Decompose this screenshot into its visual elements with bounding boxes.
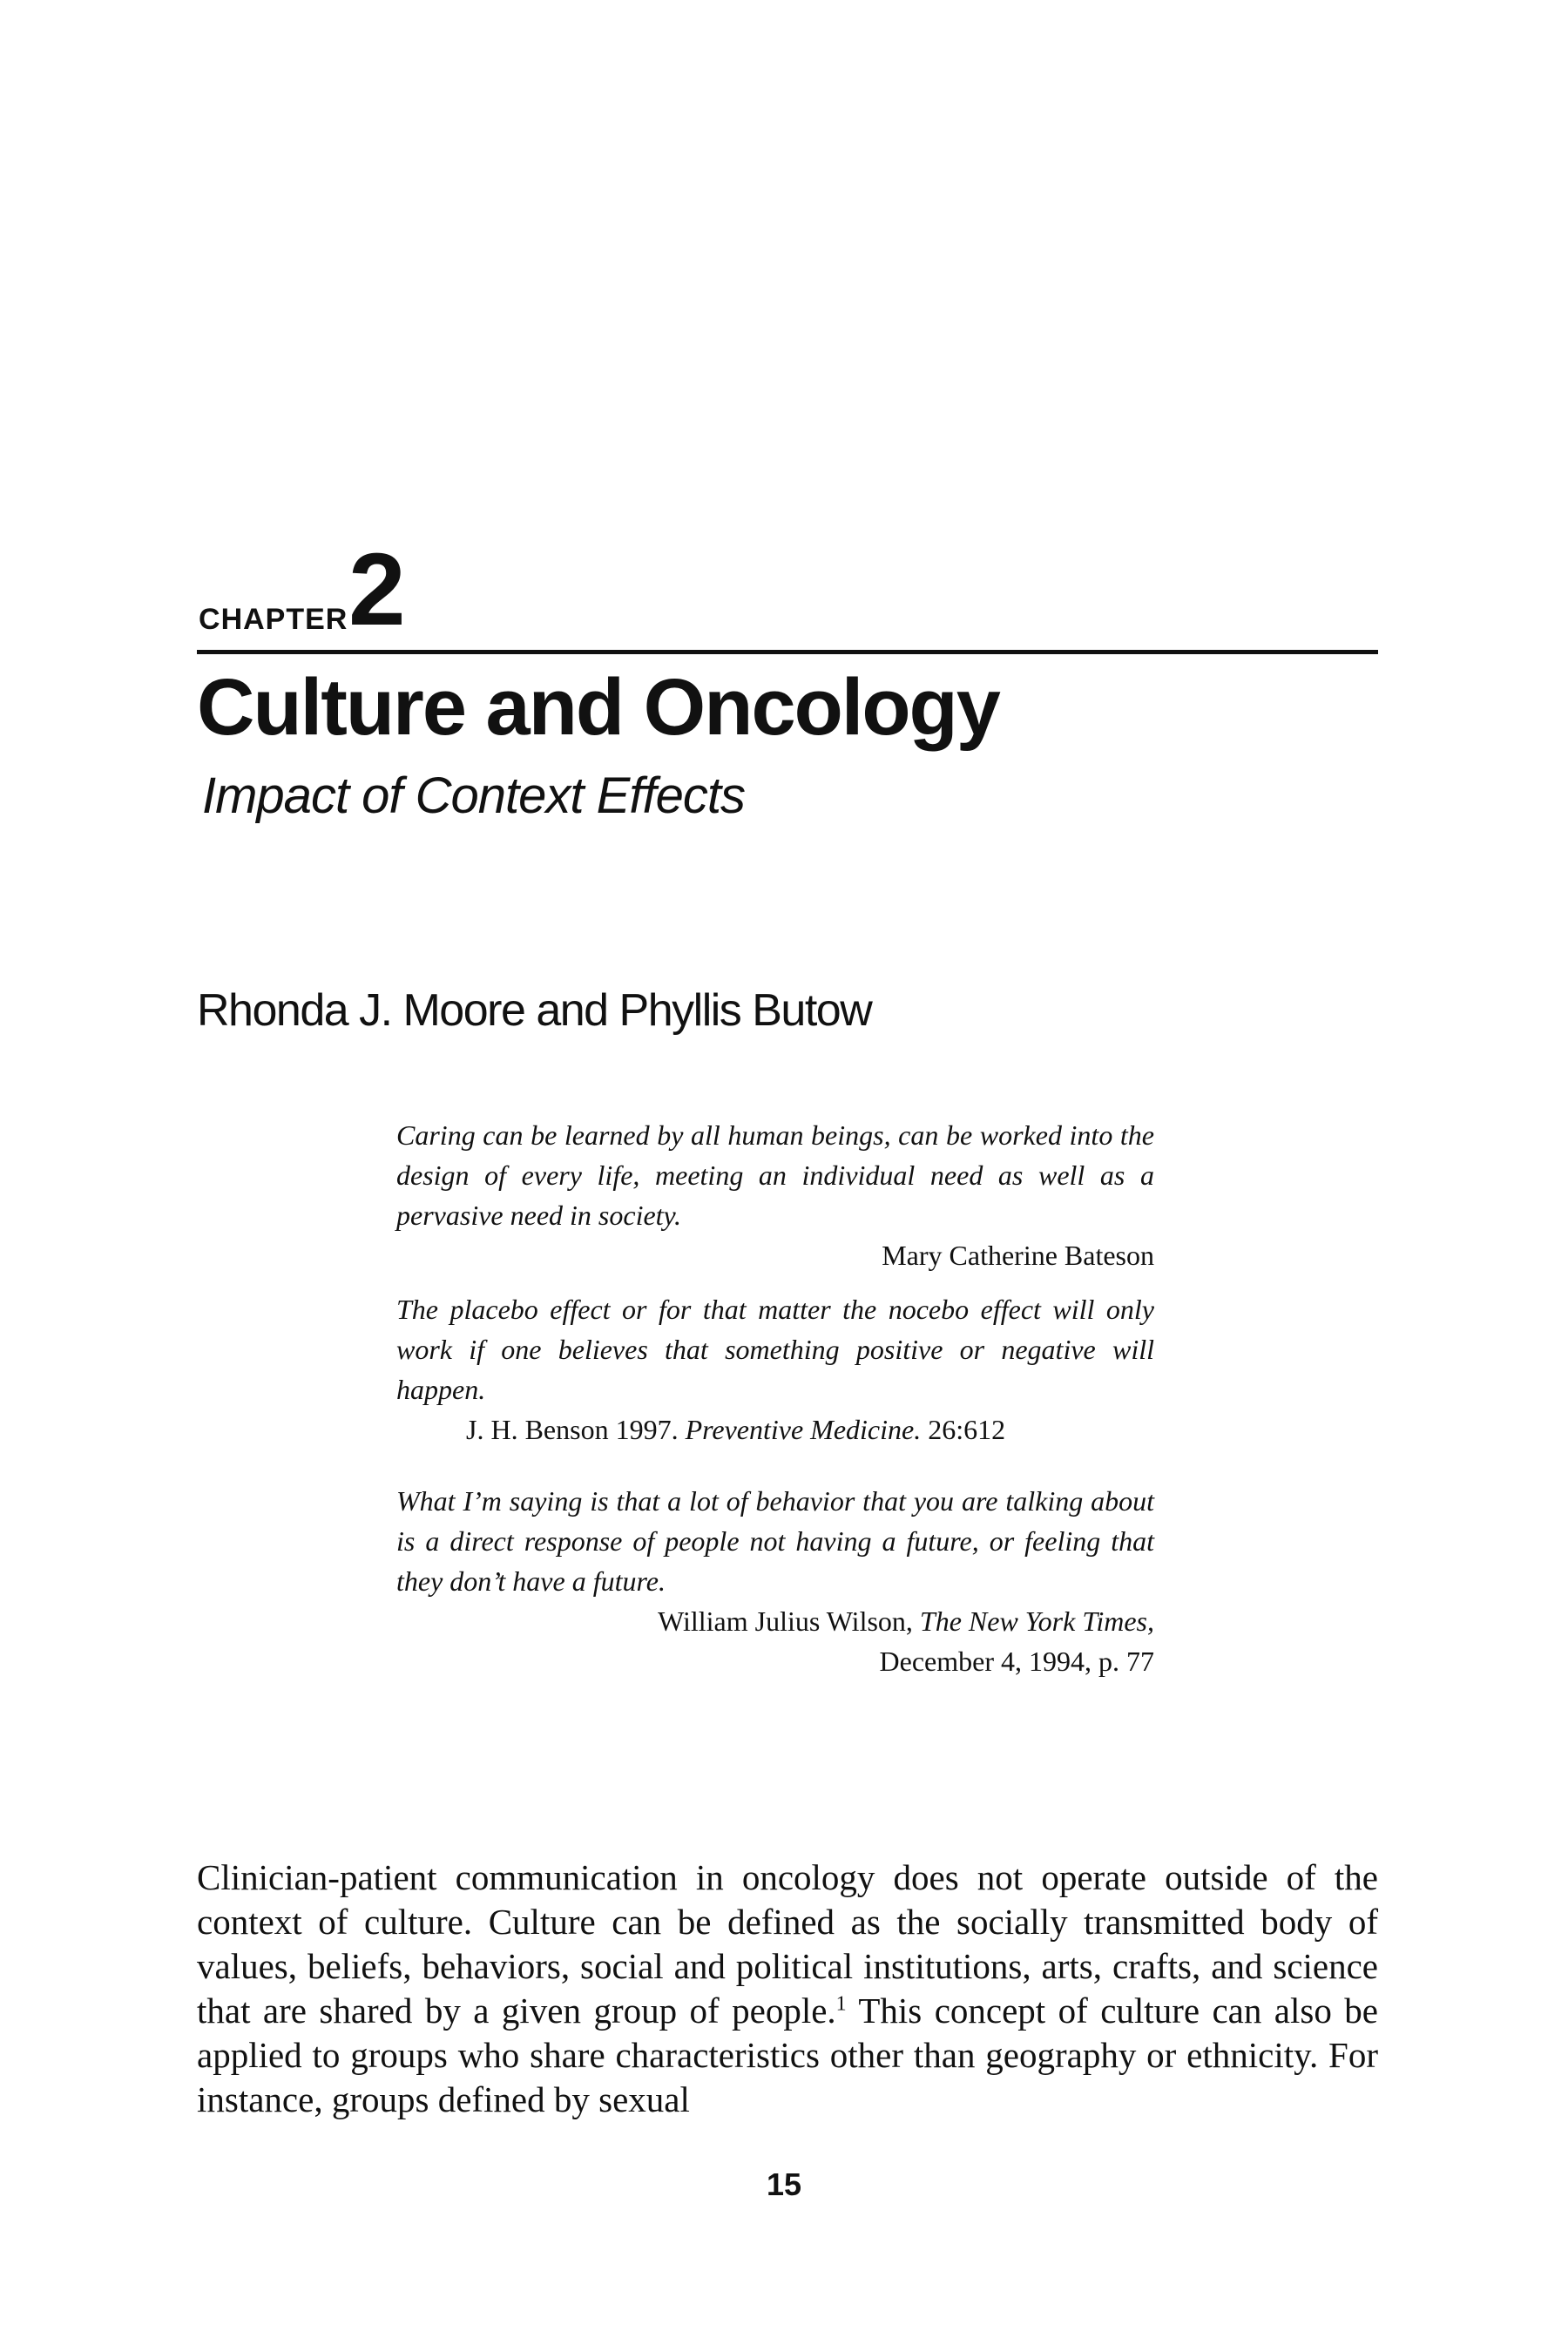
chapter-number: 2 xyxy=(348,532,406,647)
epigraph-2-attribution xyxy=(396,1409,1154,1450)
chapter-authors: Rhonda J. Moore and Phyllis Butow xyxy=(197,985,872,1036)
epigraph-1 xyxy=(396,1115,1154,1275)
epigraph-2 xyxy=(396,1289,1154,1450)
body-text-part-1: Clinician-patient communication in oncology does not operate outside of the context of culture. Culture can be defined as the socially transmitted body of values, beliefs, behaviors, social and political institutions, arts, crafts, and science that are shared by a given group of people. xyxy=(197,1857,1378,2031)
chapter-rule xyxy=(197,650,1378,654)
body-text-part-2: This concept of culture can also be applied to groups who share characteristics other than geography or ethnicity. For instance, groups defined by sexual xyxy=(197,1990,1378,2119)
chapter-label-rest: HAPTER xyxy=(220,603,348,636)
epigraph-2-text: The placebo effect or for that matter the nocebo effect will only work if one believes that something positive or negative will happen. xyxy=(396,1294,1154,1405)
epigraph-2-source: Preventive Medicine. xyxy=(685,1414,922,1445)
epigraph-2-detail: 26:612 xyxy=(928,1414,1006,1445)
footnote-reference[interactable]: 1 xyxy=(835,1992,847,2016)
epigraph-1-text: Caring can be learned by all human beings, can be worked into the design of every life, meeting an individual need as well as a pervasive need in society. xyxy=(396,1119,1154,1231)
epigraph-3-source: The New York Times, xyxy=(919,1605,1154,1637)
epigraph-1-attribution: Mary Catherine Bateson xyxy=(882,1240,1154,1271)
chapter-label xyxy=(199,603,348,637)
chapter-subtitle: Impact of Context Effects xyxy=(202,767,745,824)
epigraph-3-author: William Julius Wilson, xyxy=(658,1605,913,1637)
epigraph-2-author: J. H. Benson 1997. xyxy=(466,1414,679,1445)
chapter-label-first: C xyxy=(199,603,221,636)
epigraph-3-text: What I’m saying is that a lot of behavior that you are talking about is a direct response of people not having a future, or feeling that they don’t have a future. xyxy=(396,1485,1154,1597)
epigraph-3 xyxy=(396,1481,1154,1681)
chapter-title: Culture and Oncology xyxy=(197,663,999,752)
page-number: 15 xyxy=(766,2166,802,2202)
epigraph-3-date: December 4, 1994, p. 77 xyxy=(879,1646,1154,1677)
epigraph-3-attribution xyxy=(396,1601,1154,1641)
body-paragraph xyxy=(197,1855,1378,2122)
